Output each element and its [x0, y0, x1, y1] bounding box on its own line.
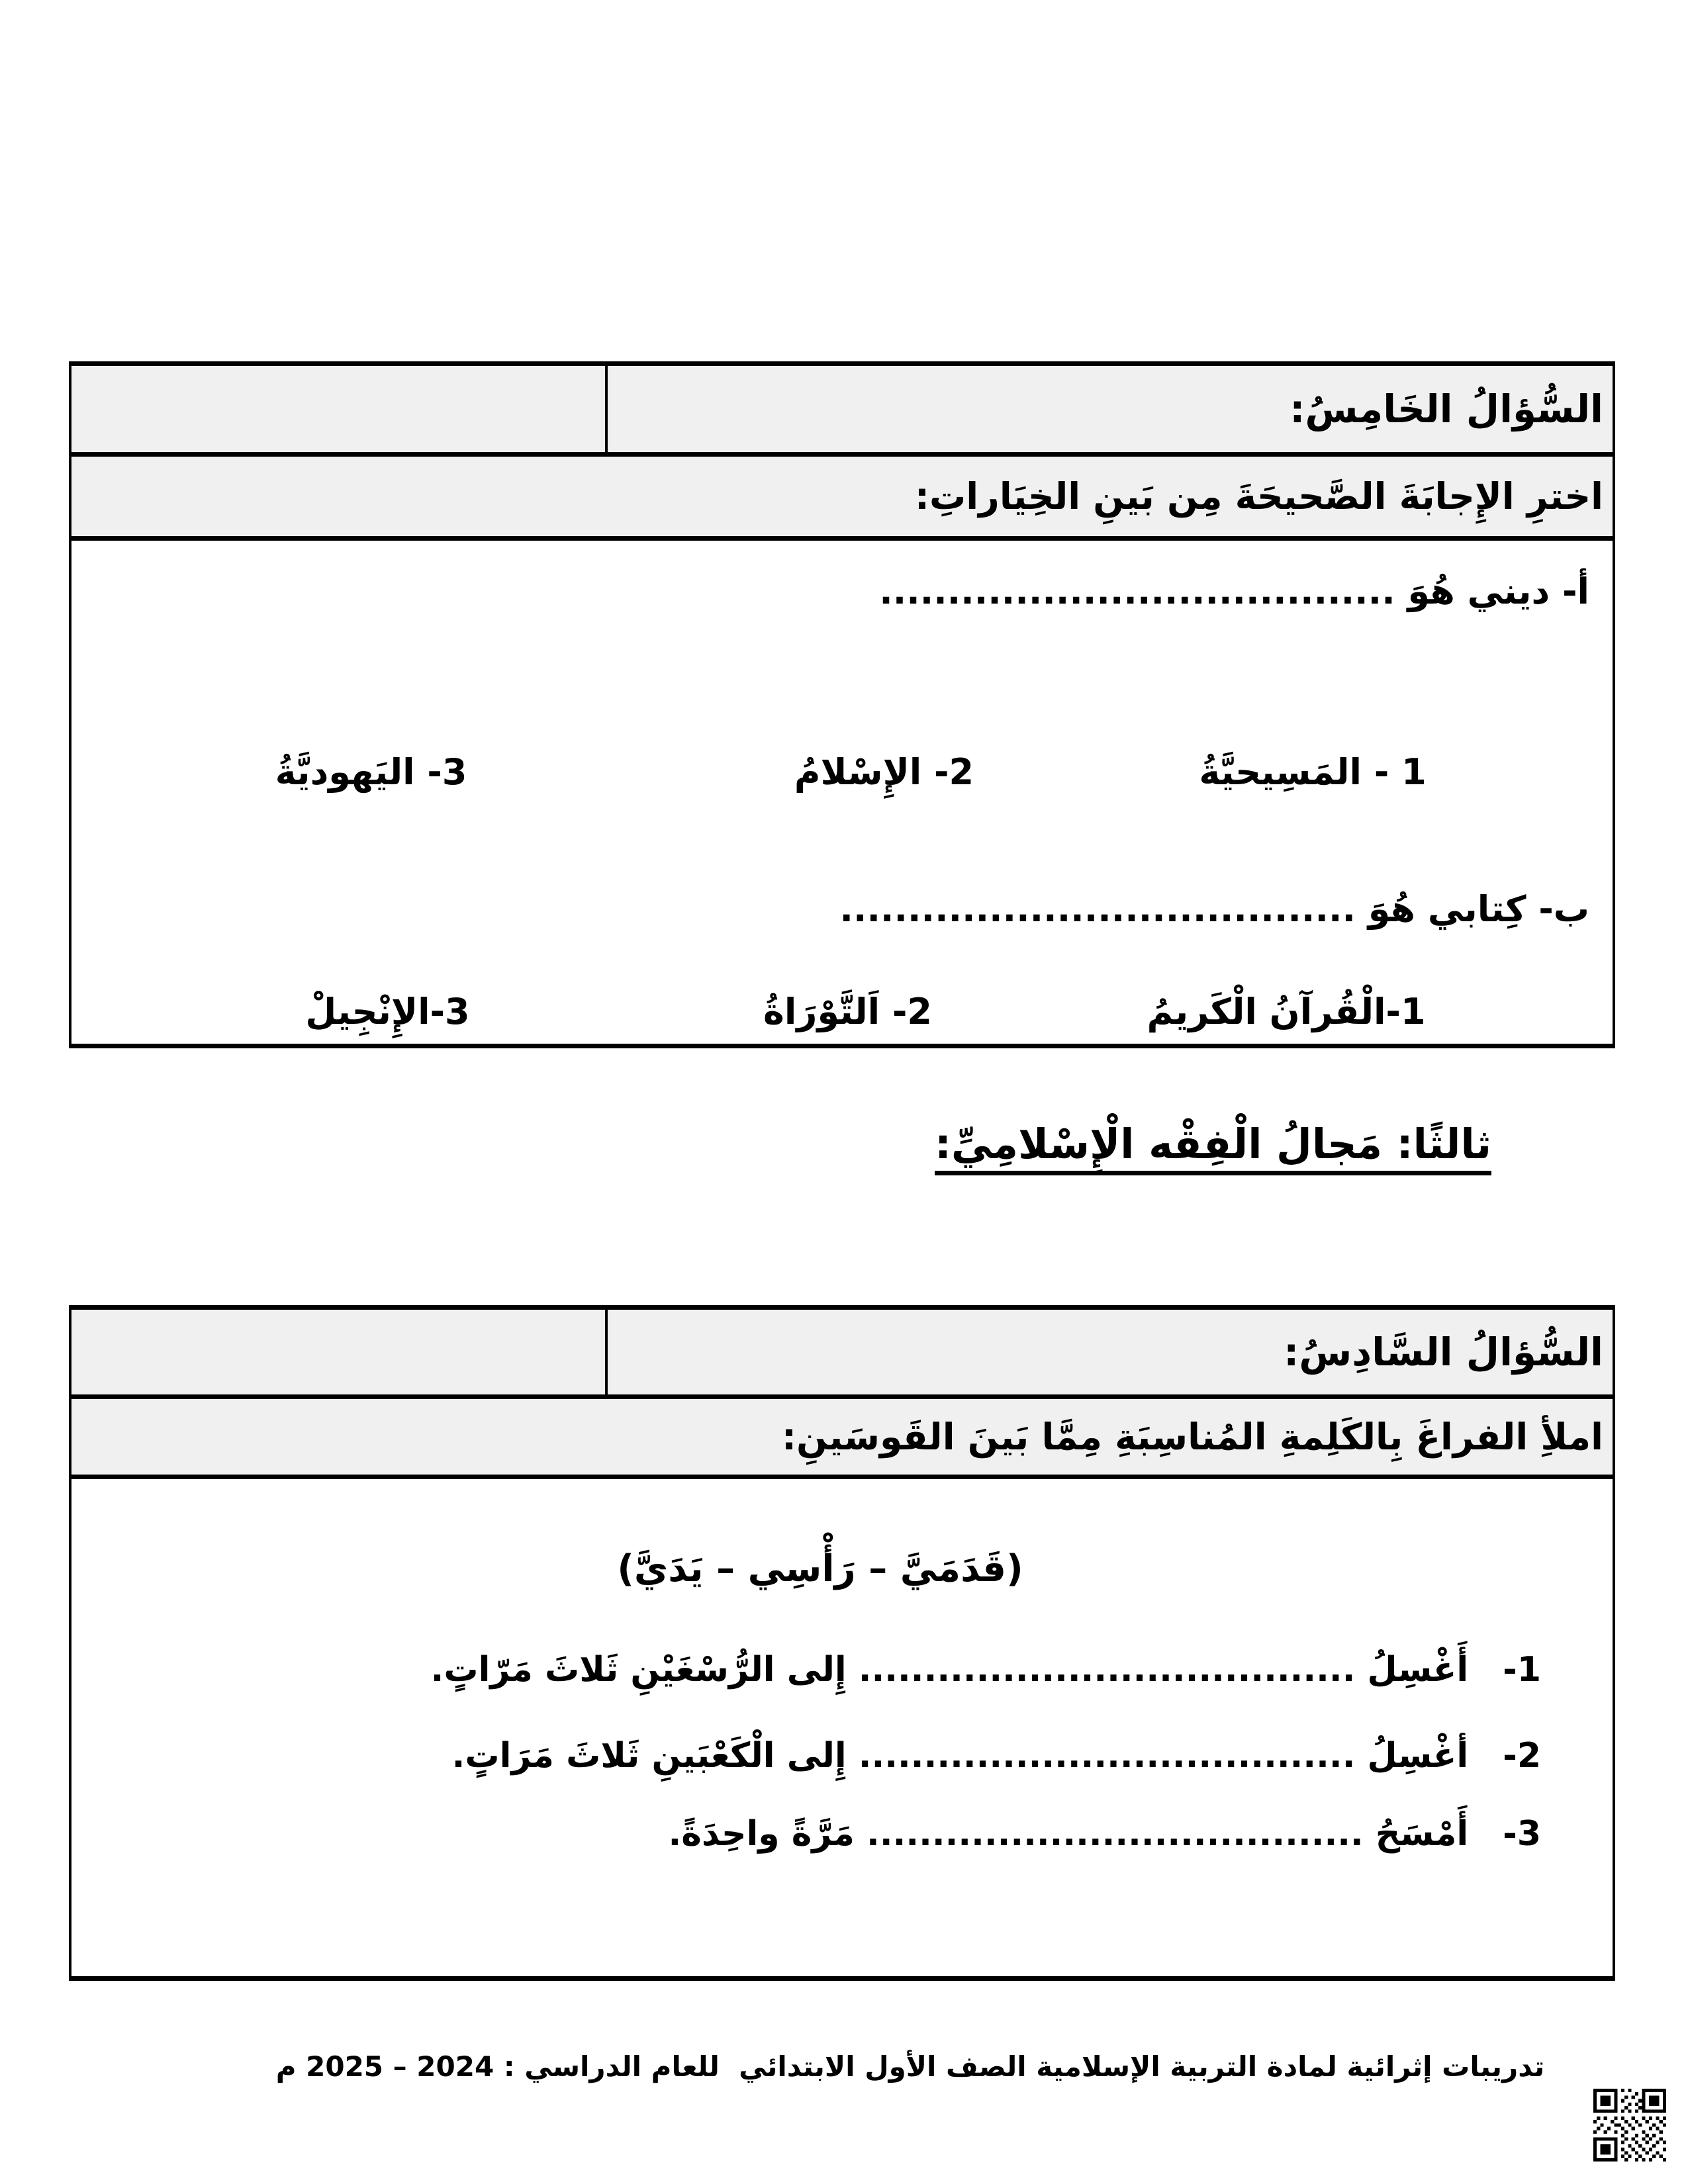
question5-score-cell — [71, 366, 605, 452]
footer-text: تدريبات إثرائية لمادة التربية الإسلامية الصف الأول الابتدائي للعام الدراسي : 2024 – 2025 م — [275, 2050, 1545, 2083]
option-3: 3- اليَهوديَّةُ — [275, 751, 467, 793]
question6-body — [71, 1479, 1613, 1976]
qr-code — [1593, 2089, 1667, 2161]
question5-item-a-options — [71, 751, 1613, 811]
question6-title-cell — [605, 1310, 1613, 1394]
fill-blank-line-3: 3- أَمْسَحُ ...................................... مَرَّةً واحِدَةً. — [668, 1814, 1541, 1854]
question6-instruction: املأِ الفراغَ بِالكَلِمةِ المُناسِبَةِ مِمَّا بَينَ القَوسَينِ: — [781, 1416, 1603, 1458]
question6-table — [69, 1305, 1615, 1981]
option-2: 2- الإِسْلامُ — [794, 751, 974, 793]
option-1: 1 - المَسِيحيَّةُ — [1199, 751, 1427, 793]
option-1: 1-الْقُرآنُ الْكَريمُ — [1147, 991, 1426, 1032]
section-heading-text: ثالثًا: مَجالُ الْفِقْه الْإِسْلامِيِّ: — [935, 1120, 1491, 1175]
question5-title-cell — [605, 366, 1613, 452]
option-2: 2- اَلتَّوْرَاةُ — [763, 991, 932, 1032]
question5-item-b-options — [71, 991, 1613, 1050]
section-heading — [935, 1120, 1491, 1175]
question6-title: السُّؤالُ السَّادِسُ: — [1284, 1330, 1603, 1375]
question5-instruction-row — [71, 457, 1613, 541]
question5-table — [69, 361, 1615, 1048]
word-bank: (قَدَمَيَّ – رَأْسِي – يَدَيَّ) — [617, 1547, 1023, 1590]
question6-score-cell — [71, 1310, 605, 1394]
question5-title-row — [71, 366, 1613, 457]
option-3: 3-الإِنْجِيلْ — [305, 991, 470, 1032]
fill-blank-line-1: 1- أَغْسِلُ ...................................... إِلى الرُّسْغَيْنِ ثَلاثَ مَرّاتٍ. — [430, 1650, 1541, 1690]
fill-blank-line-2: 2- أغْسِلُ ...................................... إِلى الْكَعْبَينِ ثَلاثَ مَرَاتٍ. — [451, 1736, 1541, 1776]
question6-instruction-row — [71, 1399, 1613, 1479]
question6-title-row — [71, 1310, 1613, 1399]
question5-item-b-prompt: ب- كِتابي هُوَ ...................................... — [839, 888, 1589, 930]
question5-title: السُّؤالُ الخَامِسُ: — [1289, 387, 1603, 432]
question5-body — [71, 541, 1613, 1044]
question5-instruction: اخترِ الإِجابَةَ الصَّحيحَةَ مِن بَينِ الخِيَاراتِ: — [915, 475, 1603, 518]
question5-item-a-prompt: أ- ديني هُوَ ...................................... — [879, 570, 1589, 612]
